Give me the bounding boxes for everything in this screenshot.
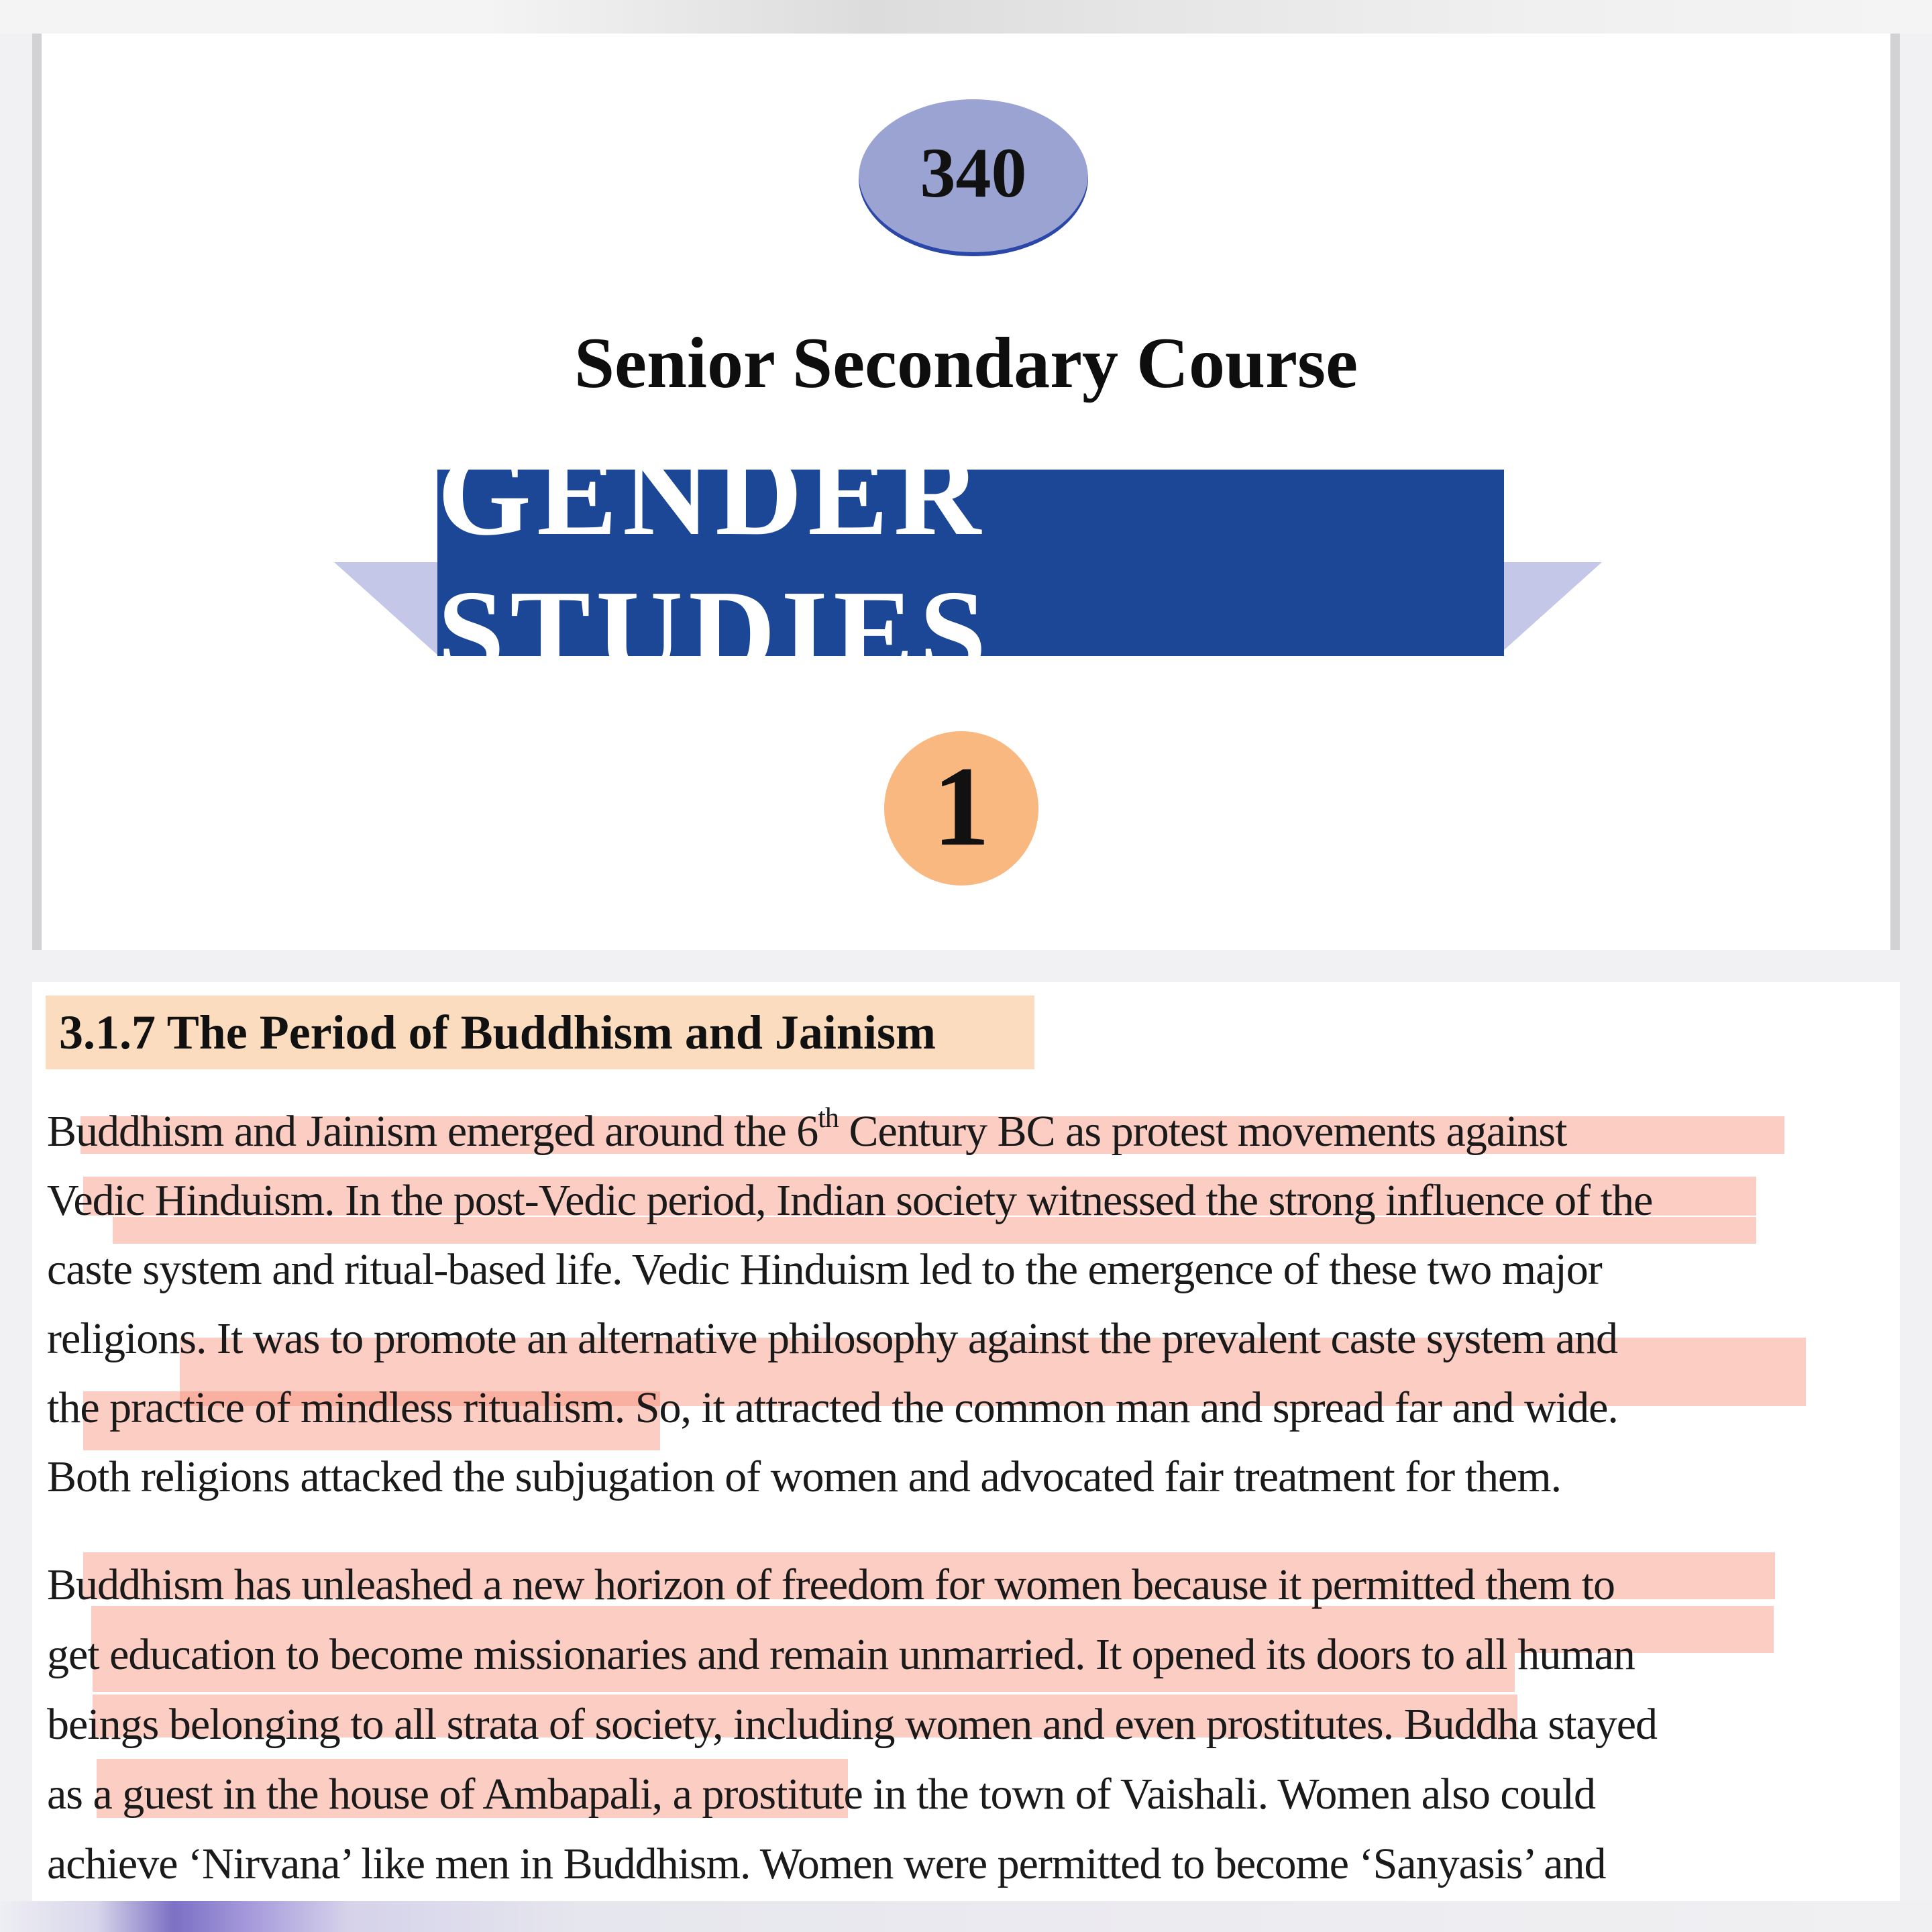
paragraph-line: Vedic Hinduism. In the post-Vedic period, Indian society witnessed the strong influence of the (47, 1176, 1653, 1225)
paragraph-line: Buddhism and Jainism emerged around the 6th Century BC as protest movements against (47, 1103, 1567, 1156)
banner-right-wing (1497, 562, 1602, 656)
background-top-strip (0, 0, 1932, 34)
paragraph-line: as a guest in the house of Ambapali, a prostitute in the town of Vaishali. Women also could (47, 1770, 1596, 1819)
background-bottom-strip (0, 1901, 1932, 1932)
unit-number-badge (884, 731, 1038, 885)
paragraph-line: beings belonging to all strata of society, including women and even prostitutes. Buddha stayed (47, 1700, 1658, 1749)
paragraph-line: Both religions attacked the subjugation of women and advocated fair treatment for them. (47, 1452, 1562, 1501)
subject-banner (437, 427, 1504, 699)
paragraph-line: religions. It was to promote an alternative philosophy against the prevalent caste system and (47, 1314, 1618, 1363)
banner-left-wing (334, 562, 439, 656)
paragraph-line: caste system and ritual-based life. Vedic Hinduism led to the emergence of these two major (47, 1245, 1602, 1294)
section-heading-text: 3.1.7 The Period of Buddhism and Jainism (59, 1005, 936, 1059)
page-number: 340 (920, 133, 1027, 212)
article-page (32, 982, 1900, 1901)
paragraph-line: achieve ‘Nirvana’ like men in Buddhism. Women were permitted to become ‘Sanyasis’ and (47, 1839, 1606, 1888)
section-heading (46, 996, 1034, 1069)
paragraph-line: the practice of mindless ritualism. So, it attracted the common man and spread far and wide. (47, 1383, 1618, 1432)
unit-number: 1 (932, 743, 990, 869)
cover-panel (32, 34, 1900, 950)
subject-title: GENDER STUDIES (437, 427, 992, 699)
page-number-badge (859, 99, 1088, 256)
course-title: Senior Secondary Course (574, 323, 1358, 403)
paragraph-line: Buddhism has unleashed a new horizon of freedom for women because it permitted them to (47, 1560, 1615, 1609)
paragraph-line: get education to become missionaries and remain unmarried. It opened its doors to all human (47, 1630, 1635, 1679)
